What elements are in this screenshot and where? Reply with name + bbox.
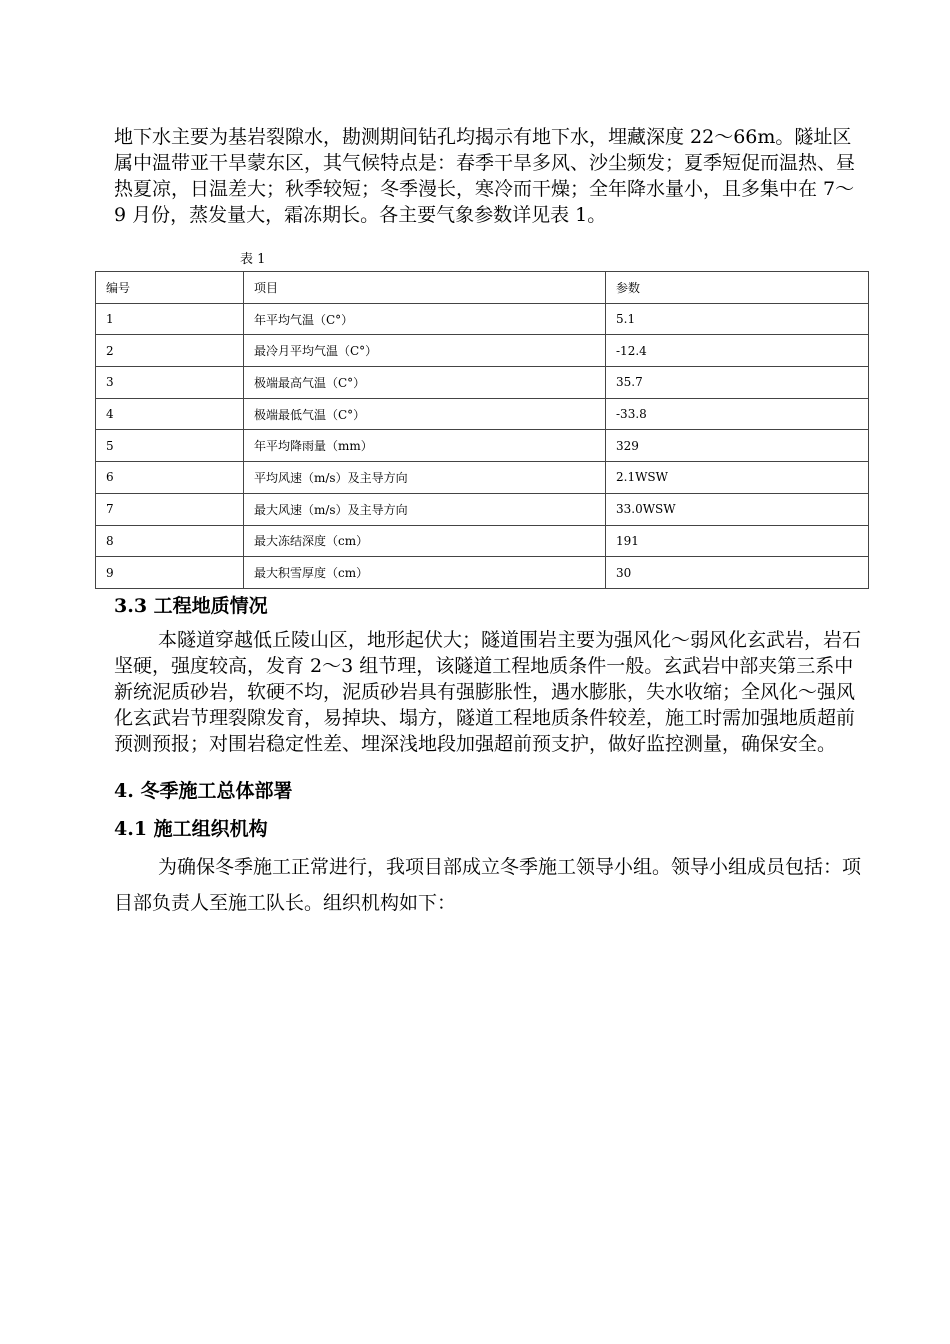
- column-header-item: 项目: [244, 272, 606, 304]
- table-row: [96, 430, 869, 462]
- row-number: 7: [96, 493, 244, 525]
- row-item: 最大冻结深度（cm）: [244, 525, 606, 557]
- row-number: 8: [96, 525, 244, 557]
- intro-paragraph: 地下水主要为基岩裂隙水，勘测期间钻孔均揭示有地下水，埋藏深度 22～66m。隧址区属中温带亚干旱蒙东区，其气候特点是：春季干旱多风、沙尘频发；夏季短促而温热、昼热夏凉，日温差大；秋季较短；冬季漫长，寒冷而干燥；全年降水量小，且多集中在 7～9 月份，蒸发量大，霜冻期长。各主要气象参数详见表 1。: [114, 126, 856, 226]
- row-item: 最大积雪厚度（cm）: [244, 557, 606, 589]
- row-value: 30: [606, 557, 869, 589]
- row-item: 年平均降雨量（mm）: [244, 430, 606, 462]
- row-value: 191: [606, 525, 869, 557]
- row-item: 平均风速（m/s）及主导方向: [244, 462, 606, 494]
- row-number: 1: [96, 303, 244, 335]
- section-heading-4-1: 4.1 施工组织机构: [114, 818, 268, 840]
- row-value: 329: [606, 430, 869, 462]
- column-header-number: 编号: [96, 272, 244, 304]
- row-item: 极端最高气温（C°）: [244, 367, 606, 399]
- row-number: 2: [96, 335, 244, 367]
- row-item: 最冷月平均气温（C°）: [244, 335, 606, 367]
- table-row: [96, 525, 869, 557]
- row-item: 年平均气温（C°）: [244, 303, 606, 335]
- row-item: 最大风速（m/s）及主导方向: [244, 493, 606, 525]
- table-caption: 表 1: [240, 252, 266, 267]
- row-number: 6: [96, 462, 244, 494]
- table-row: [96, 303, 869, 335]
- table-row: [96, 557, 869, 589]
- organization-paragraph: 为确保冬季施工正常进行，我项目部成立冬季施工领导小组。领导小组成员包括：项目部负责人至施工队长。组织机构如下：: [114, 856, 862, 914]
- row-value: 5.1: [606, 303, 869, 335]
- row-value: -33.8: [606, 398, 869, 430]
- column-header-value: 参数: [606, 272, 869, 304]
- table-row: [96, 335, 869, 367]
- row-number: 4: [96, 398, 244, 430]
- table-row: [96, 462, 869, 494]
- geology-paragraph: 本隧道穿越低丘陵山区，地形起伏大；隧道围岩主要为强风化～弱风化玄武岩，岩石坚硬，强度较高，发育 2～3 组节理，该隧道工程地质条件一般。玄武岩中部夹第三系中新统泥质砂岩，软硬不均，泥质砂岩具有强膨胀性，遇水膨胀，失水收缩；全风化～强风化玄武岩节理裂隙发育，易掉块、塌方，隧道工程地质条件较差，施工时需加强地质超前预测预报；对围岩稳定性差、埋深浅地段加强超前预支护，做好监控测量，确保安全。: [114, 629, 862, 755]
- table-row: [96, 493, 869, 525]
- row-value: 35.7: [606, 367, 869, 399]
- weather-parameters-table: [95, 271, 869, 589]
- row-value: -12.4: [606, 335, 869, 367]
- row-number: 3: [96, 367, 244, 399]
- section-heading-3-3: 3.3 工程地质情况: [114, 595, 268, 617]
- row-number: 5: [96, 430, 244, 462]
- table-row: [96, 367, 869, 399]
- table-row: [96, 398, 869, 430]
- row-item: 极端最低气温（C°）: [244, 398, 606, 430]
- row-value: 2.1WSW: [606, 462, 869, 494]
- row-number: 9: [96, 557, 244, 589]
- section-heading-4: 4. 冬季施工总体部署: [114, 780, 293, 802]
- row-value: 33.0WSW: [606, 493, 869, 525]
- table-header-row: [96, 272, 869, 304]
